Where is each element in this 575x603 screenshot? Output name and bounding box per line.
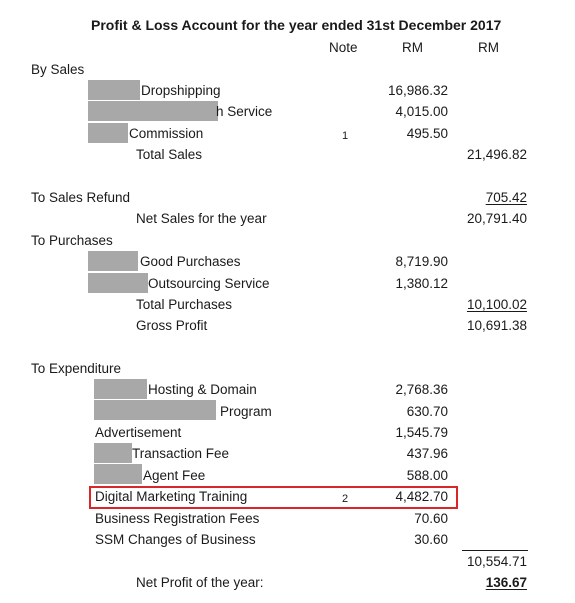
- sales-refund-label: To Sales Refund: [31, 190, 131, 205]
- expenditure-item-amount: 2,768.36: [395, 382, 448, 397]
- note-reference: 2: [342, 493, 349, 505]
- subtotal-rule: [462, 550, 528, 551]
- sales-item-label: Dropshipping: [141, 83, 221, 98]
- redaction-block: [94, 464, 142, 484]
- expenditure-section-label: To Expenditure: [31, 361, 122, 376]
- gross-profit-label: Gross Profit: [136, 318, 208, 333]
- rm-column-header-2: RM: [478, 40, 499, 55]
- expenditure-item-label: Digital Marketing Training: [95, 489, 248, 504]
- expenditure-item-label: SSM Changes of Business: [95, 532, 256, 547]
- expenditure-item-amount: 437.96: [406, 446, 448, 461]
- purchases-section-label: To Purchases: [31, 233, 113, 248]
- purchases-item-label: Good Purchases: [140, 254, 241, 269]
- statement-title: Profit & Loss Account for the year ended 31st December 2017: [91, 17, 502, 33]
- gross-profit-amount: 10,691.38: [466, 318, 527, 333]
- expenditure-item-label: Business Registration Fees: [95, 511, 260, 526]
- net-profit-label: Net Profit of the year:: [136, 575, 264, 590]
- total-expenditure-amount: 10,554.71: [466, 554, 527, 569]
- note-column-header: Note: [329, 40, 358, 55]
- total-sales-label: Total Sales: [136, 147, 203, 162]
- expenditure-item-amount: 4,482.70: [395, 489, 448, 504]
- rm-column-header-1: RM: [402, 40, 423, 55]
- total-sales-amount: 21,496.82: [466, 147, 527, 162]
- expenditure-item-label: Program: [220, 404, 272, 419]
- net-profit-amount: 136.67: [485, 575, 527, 590]
- purchases-item-amount: 8,719.90: [395, 254, 448, 269]
- expenditure-item-label: Agent Fee: [143, 468, 206, 483]
- expenditure-item-amount: 30.60: [414, 532, 448, 547]
- redaction-block: [94, 400, 216, 420]
- sales-item-label: Commission: [129, 126, 204, 141]
- net-sales-label: Net Sales for the year: [136, 211, 267, 226]
- redaction-block: [88, 80, 140, 100]
- redaction-block: [88, 273, 148, 293]
- sales-item-amount: 495.50: [406, 126, 448, 141]
- expenditure-item-amount: 1,545.79: [395, 425, 448, 440]
- purchases-item-label: Outsourcing Service: [148, 276, 270, 291]
- redaction-block: [88, 251, 138, 271]
- redaction-block: [94, 443, 132, 463]
- note-reference: 1: [342, 130, 349, 142]
- total-purchases-amount: 10,100.02: [466, 297, 527, 312]
- net-sales-amount: 20,791.40: [466, 211, 527, 226]
- expenditure-item-label: Hosting & Domain: [148, 382, 257, 397]
- sales-refund-amount: 705.42: [485, 190, 527, 205]
- expenditure-item-label: Transaction Fee: [132, 446, 230, 461]
- expenditure-item-amount: 70.60: [414, 511, 448, 526]
- redaction-block: [88, 101, 218, 121]
- expenditure-item-label: Advertisement: [95, 425, 182, 440]
- redaction-block: [94, 379, 147, 399]
- total-purchases-label: Total Purchases: [136, 297, 233, 312]
- sales-item-amount: 16,986.32: [387, 83, 448, 98]
- purchases-item-amount: 1,380.12: [395, 276, 448, 291]
- sales-section-label: By Sales: [31, 62, 85, 77]
- expenditure-item-amount: 588.00: [406, 468, 448, 483]
- sales-item-label: h Service: [216, 104, 273, 119]
- redaction-block: [88, 123, 128, 143]
- expenditure-item-amount: 630.70: [406, 404, 448, 419]
- sales-item-amount: 4,015.00: [395, 104, 448, 119]
